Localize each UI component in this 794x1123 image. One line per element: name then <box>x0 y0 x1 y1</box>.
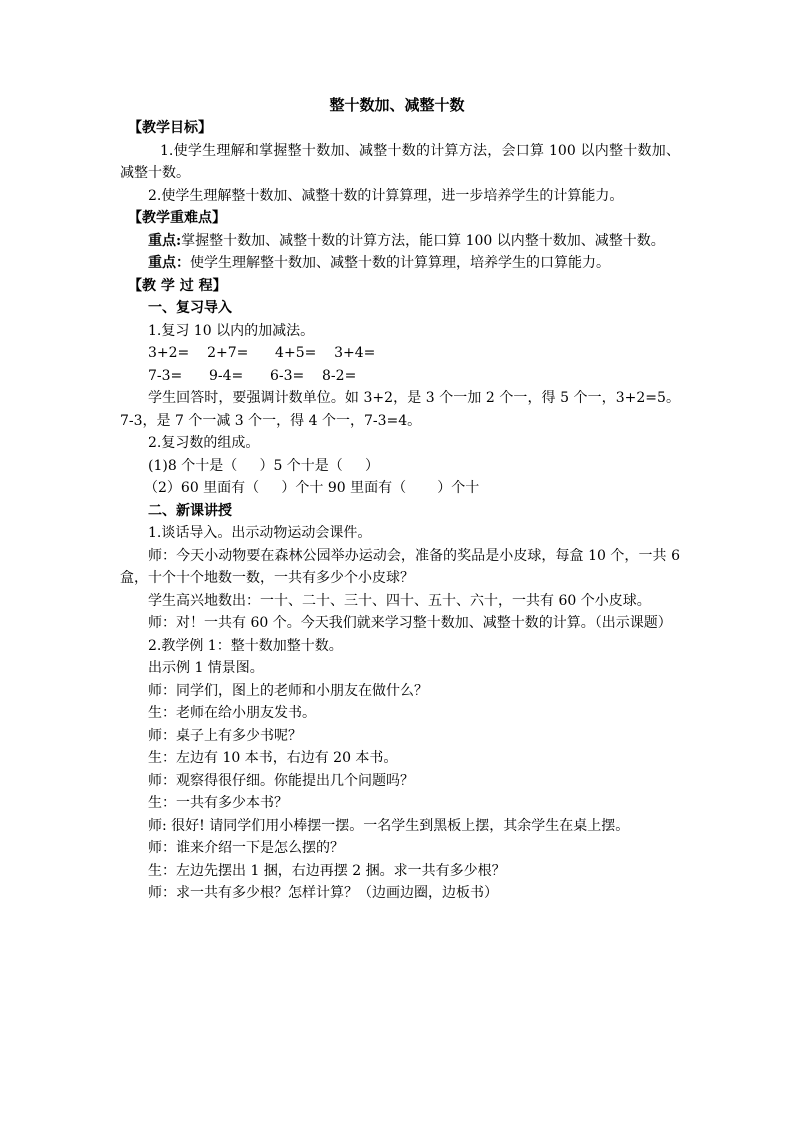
document-body <box>120 117 680 905</box>
keypoint-1-text: 掌握整十数加、减整十数的计算方法，能口算 100 以内整十数加、减整十数。 <box>181 232 665 249</box>
teacher-line-3: 师：同学们，图上的老师和小朋友在做什么？ <box>148 682 428 699</box>
composition-1: (1)8 个十是（ ）5 个十是（ ） <box>148 457 380 474</box>
objective-1: 1.使学生理解和掌握整十数加、减整十数的计算方法，会口算 100 以内整十数加、减整十数。 <box>120 142 680 181</box>
teacher-line-1: 师：今天小动物要在森林公园举办运动会，准备的奖品是小皮球，每盒 10 个，一共 6 盒，十个十个地数一数，一共有多少个小皮球？ <box>120 547 680 586</box>
objectives-heading: 【教学目标】 <box>128 120 212 136</box>
show-example: 出示例 1 情景图。 <box>148 660 264 676</box>
review-note: 学生回答时，要强调计数单位。如 3+2，是 3 个一加 2 个一，得 5 个一，3+2=5。7-3，是 7 个一减 3 个一，得 4 个一，7-3=4。 <box>120 390 680 429</box>
intro-1: 1.谈话导入。出示动物运动会课件。 <box>148 525 372 541</box>
teacher-line-7: 师：谁来介绍一下是怎么摆的？ <box>148 840 344 856</box>
student-line-4: 生：左边先摆出 1 捆，右边再摆 2 捆。求一共有多少根？ <box>148 862 506 879</box>
student-line-3: 生：一共有多少本书？ <box>148 795 288 811</box>
keypoints-heading: 【教学重难点】 <box>128 210 226 226</box>
review-1: 1.复习 10 以内的加减法。 <box>148 322 315 339</box>
keypoint-2 <box>120 252 680 275</box>
document-title: 整十数加、减整十数 <box>329 96 465 114</box>
addition-row: 3+2= 2+7= 4+5= 3+4= <box>148 345 376 361</box>
process-heading: 【教 学 过 程】 <box>128 277 227 294</box>
teacher-line-6: 师: 很好! 请同学们用小棒摆一摆。一名学生到黑板上摆，其余学生在桌上摆。 <box>148 817 630 834</box>
teacher-line-8: 师：求一共有多少根？怎样计算？（边画边圈，边板书） <box>148 885 498 901</box>
student-line-2: 生：左边有 10 本书，右边有 20 本书。 <box>148 750 398 766</box>
review-2: 2.复习数的组成。 <box>148 435 260 451</box>
part2-heading: 二、新课讲授 <box>148 502 232 519</box>
subtraction-row: 7-3= 9-4= 6-3= 8-2= <box>148 367 357 384</box>
part1-heading: 一、复习导入 <box>148 300 232 316</box>
teacher-line-2: 师：对！一共有 60 个。今天我们就来学习整十数加、减整十数的计算。（出示课题） <box>148 615 672 631</box>
keypoint-1 <box>120 230 680 253</box>
teacher-line-4: 师：桌子上有多少书呢？ <box>148 727 302 744</box>
example-1: 2.教学例 1：整十数加整十数。 <box>148 637 343 654</box>
students-count: 学生高兴地数出：一十、二十、三十、四十、五十、六十，一共有 60 个小皮球。 <box>148 592 651 609</box>
teacher-line-5: 师：观察得很仔细。你能提出几个问题吗？ <box>148 772 414 789</box>
composition-2: （2）60 里面有（ ）个十 90 里面有（ ）个十 <box>144 480 480 496</box>
keypoint-1-label: 重点: <box>148 232 182 249</box>
objective-2: 2.使学生理解整十数加、减整十数的计算算理，进一步培养学生的计算能力。 <box>148 187 624 204</box>
student-line-1: 生：老师在给小朋友发书。 <box>148 705 316 721</box>
keypoint-2-text: 使学生理解整十数加、减整十数的计算算理，培养学生的口算能力。 <box>190 255 610 271</box>
keypoint-2-label: 重点： <box>148 255 190 271</box>
